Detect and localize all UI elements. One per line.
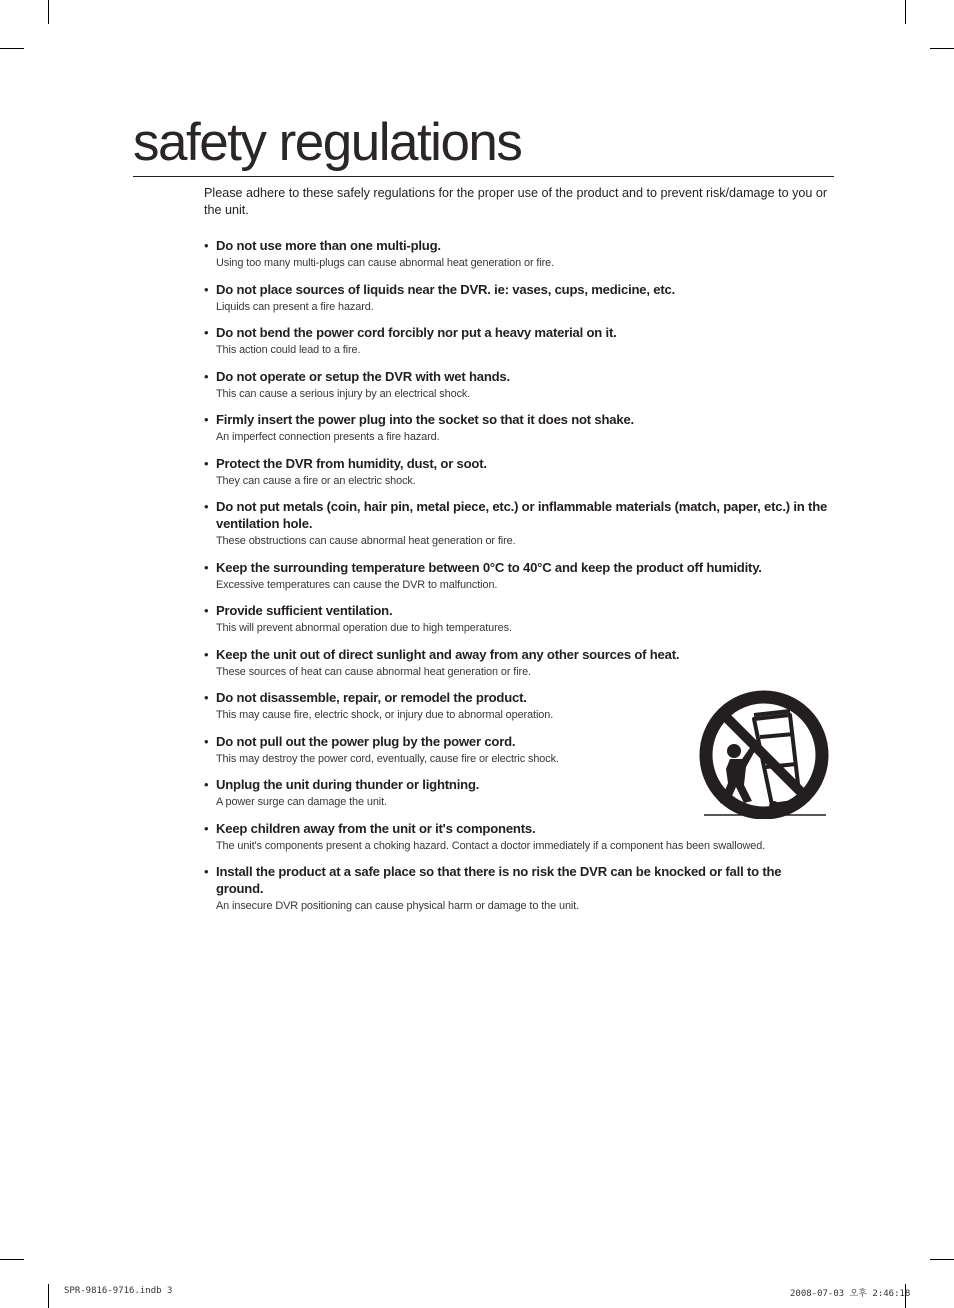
crop-mark-top-left-v — [48, 0, 49, 24]
rule-heading: Firmly insert the power plug into the socket so that it does not shake. — [216, 412, 634, 427]
rule-heading: Keep the surrounding temperature between 0°C to 40°C and keep the product off humidity. — [216, 559, 762, 575]
rule-item — [204, 368, 829, 403]
crop-mark-bottom-right-h — [930, 1259, 954, 1260]
rule-detail: This can cause a serious injury by an electrical shock. — [216, 387, 471, 400]
rule-detail: This may destroy the power cord, eventually, cause fire or electric shock. — [216, 752, 559, 765]
rule-item — [204, 498, 829, 550]
rule-detail: Excessive temperatures can cause the DVR to malfunction. — [216, 578, 498, 591]
bullet-icon: • — [204, 690, 209, 705]
rule-item — [204, 602, 829, 637]
rule-detail: They can cause a fire or an electric shock. — [216, 474, 416, 487]
bullet-icon: • — [204, 777, 209, 792]
rule-heading: Do not place sources of liquids near the DVR. ie: vases, cups, medicine, etc. — [216, 281, 676, 297]
rule-item — [204, 237, 829, 272]
rule-heading: Do not use more than one multi-plug. — [216, 238, 441, 253]
rule-heading: Install the product at a safe place so that there is no risk the DVR can be knocked or fall to the ground. — [216, 864, 782, 896]
rule-heading: Keep the unit out of direct sunlight and away from any other sources of heat. — [216, 646, 680, 662]
rule-item — [204, 455, 829, 490]
bullet-icon: • — [204, 368, 209, 384]
rule-heading: Do not operate or setup the DVR with wet hands. — [216, 368, 510, 384]
bullet-icon: • — [204, 412, 209, 427]
rule-detail: An insecure DVR positioning can cause physical harm or damage to the unit. — [216, 900, 580, 912]
bullet-icon: • — [204, 281, 209, 297]
crop-mark-top-right-v — [905, 0, 906, 24]
cart-tip-over-warning-icon — [696, 689, 832, 819]
rule-detail: A power surge can damage the unit. — [216, 796, 387, 808]
rule-heading: Do not bend the power cord forcibly nor put a heavy material on it. — [216, 325, 617, 340]
rule-heading: Do not disassemble, repair, or remodel the product. — [216, 690, 527, 705]
rule-heading: Protect the DVR from humidity, dust, or soot. — [216, 455, 487, 471]
bullet-icon: • — [204, 559, 209, 575]
rule-detail: This action could lead to a fire. — [216, 344, 361, 356]
footer-filename: SPR-9816-9716.indb 3 — [64, 1286, 173, 1296]
rule-heading: Provide sufficient ventilation. — [216, 603, 393, 618]
rule-item — [204, 863, 829, 915]
rule-item — [204, 820, 829, 855]
crop-mark-bottom-left-h — [0, 1259, 24, 1260]
rule-detail: This will prevent abnormal operation due to high temperatures. — [216, 622, 512, 634]
bullet-icon: • — [204, 820, 209, 836]
page-title: safety regulations — [133, 113, 522, 172]
rule-detail: Liquids can present a fire hazard. — [216, 300, 374, 313]
rule-item — [204, 281, 829, 316]
rule-heading: Unplug the unit during thunder or lightning. — [216, 777, 480, 792]
intro-paragraph: Please adhere to these safely regulations for the proper use of the product and to prevent risk/damage to you or the unit. — [204, 186, 828, 217]
bullet-icon: • — [204, 603, 209, 618]
rule-item — [204, 411, 829, 446]
crop-mark-bottom-left-v — [48, 1284, 49, 1308]
rule-detail: These sources of heat can cause abnormal heat generation or fire. — [216, 665, 531, 678]
title-divider — [133, 176, 834, 177]
rule-heading: Do not pull out the power plug by the power cord. — [216, 733, 516, 749]
safety-rule-list — [204, 237, 829, 924]
rule-detail: These obstructions can cause abnormal heat generation or fire. — [216, 535, 516, 547]
rule-heading: Do not put metals (coin, hair pin, metal piece, etc.) or inflammable materials (match, paper, etc.) in the ventilation hole. — [216, 499, 828, 531]
rule-detail: This may cause fire, electric shock, or injury due to abnormal operation. — [216, 709, 554, 721]
bullet-icon: • — [204, 646, 209, 662]
footer-timestamp: 2008-07-03 오후 2:46:18 — [790, 1289, 911, 1299]
crop-mark-top-left-h — [0, 48, 24, 49]
bullet-icon: • — [204, 325, 209, 340]
bullet-icon: • — [204, 238, 209, 253]
rule-item — [204, 559, 829, 594]
rule-detail: An imperfect connection presents a fire hazard. — [216, 431, 440, 443]
bullet-icon: • — [204, 499, 209, 514]
crop-mark-top-right-h — [930, 48, 954, 49]
rule-heading: Keep children away from the unit or it's components. — [216, 820, 536, 836]
rule-item — [204, 324, 829, 359]
bullet-icon: • — [204, 733, 209, 749]
bullet-icon: • — [204, 455, 209, 471]
rule-item — [204, 646, 829, 681]
bullet-icon: • — [204, 864, 209, 879]
rule-detail: Using too many multi-plugs can cause abnormal heat generation or fire. — [216, 257, 555, 269]
rule-detail: The unit's components present a choking hazard. Contact a doctor immediately if a component has been swallowed. — [216, 839, 766, 852]
